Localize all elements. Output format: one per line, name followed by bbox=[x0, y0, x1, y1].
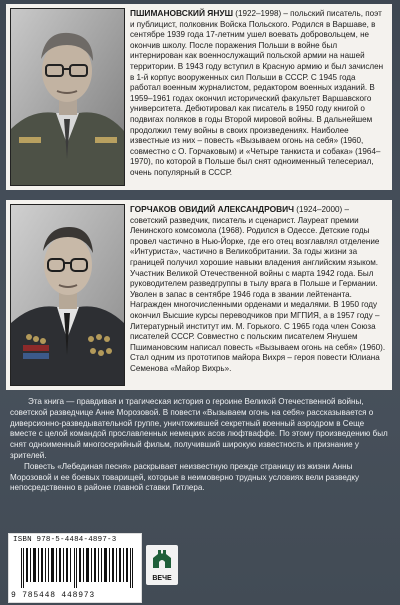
publisher-logo-text: ВЕЧЕ bbox=[152, 575, 172, 582]
book-annotation bbox=[10, 397, 390, 494]
isbn-number: ISBN 978-5-4484-4897-3 bbox=[13, 536, 117, 544]
portrait-image bbox=[11, 205, 124, 385]
author-bio-przymanowski bbox=[130, 8, 386, 179]
author-name: ПШИМАНОВСКИЙ ЯНУШ bbox=[130, 8, 233, 18]
author-name: ГОРЧАКОВ ОВИДИЙ АЛЕКСАНДРОВИЧ bbox=[130, 204, 295, 214]
author-panel-gorchakov bbox=[6, 200, 392, 390]
author-photo-przymanowski bbox=[10, 8, 125, 186]
portrait-image bbox=[11, 9, 124, 185]
author-panel-przymanowski bbox=[6, 4, 392, 190]
isbn-barcode bbox=[8, 533, 142, 603]
barcode-digits: 9 785448 448973 bbox=[11, 591, 96, 600]
annotation-paragraph: Эта книга — правдивая и трагическая история о героине Великой Отечественной войны, советской разведчице Анне Морозовой. В повести «Вызываем огонь на себя» рассказывается о диверсионно-разведывательной группе, уничтожившей секретный военный аэродром в Сеще вместе с целой командой прославленных немецких асов люфтваффе. По этому произведению был снят одноименный многосерийный фильм, получивший широкую известность и признание у зрителей. bbox=[10, 397, 388, 460]
author-bio-text: (1924–2000) – советский разведчик, писатель и сценарист. Лауреат премии Ленинского комсомола (1968). Родился в Одессе. Детские годы провел частично в Нью-Йорке, где его отец возглавлял отделение «Интуриста», частично в Великобритании. За годы жизни за границей получил хорошие навыки владения английским языком. Участник Великой Отечественной войны с марта 1942 года. Был руководителем разведгруппы в тылу врага в Польше и Германии. Уволен в запас в сентябре 1946 года в звании лейтенанта. Награжден многочисленными орденами и медалями. В 1950 году окончил Высшие курсы переводчиков при МГПИЯ, а в 1957 году – Литературный институт им. М. Горького. С 1965 года член Союза писателей СССР. Совместно с польским писателем Янушем Пшимановским написал повесть «Вызываем огонь на себя» (1960). Стал одним из прототипов майора Вихря – героя повести Юлиана Семенова «Майор Вихрь». bbox=[130, 205, 386, 373]
publisher-logo bbox=[146, 545, 178, 585]
author-bio-gorchakov bbox=[130, 204, 386, 375]
barcode-bars bbox=[19, 548, 135, 588]
annotation-paragraph: Повесть «Лебединая песня» раскрывает неизвестную прежде страницу из жизни Анны Морозовой и ее боевых товарищей, которые в неимоверно трудных условиях вели разведку непосредственно в районе главной ставки Гитлера. bbox=[10, 461, 360, 493]
publisher-emblem-icon bbox=[150, 548, 174, 570]
author-bio-text: (1922–1998) – польский писатель, поэт и публицист, полковник Войска Польского. Родился в Варшаве, в сентябре 1939 года 17-летним ушел воевать добровольцем, не окончив школу. После поражения Польши в войне был интернирован как военнослужащий польской армии на нашей территории. В 1943 году вступил в Красную армию и был зачислен в 1-й корпус вооруженных сил Польши в СССР. С 1945 года работал военным журналистом, редактором военных изданий. В 1959–1961 годах окончил исторический факультет Варшавского университета. Дебютировал как писатель в 1950 году книгой о подвигах поляков в годы Второй мировой войны. В дальнейшем продолжил тему войны в своих произведениях. Наиболее известные из них – повесть «Вызываем огонь на себя» (1960, совместно с О. Горчаковым) и «Четыре танкиста и собака» (1964–1970), по которой в Польше был снят одноименный телесериал, очень популярный в СССР. bbox=[130, 9, 384, 177]
author-photo-gorchakov bbox=[10, 204, 125, 386]
